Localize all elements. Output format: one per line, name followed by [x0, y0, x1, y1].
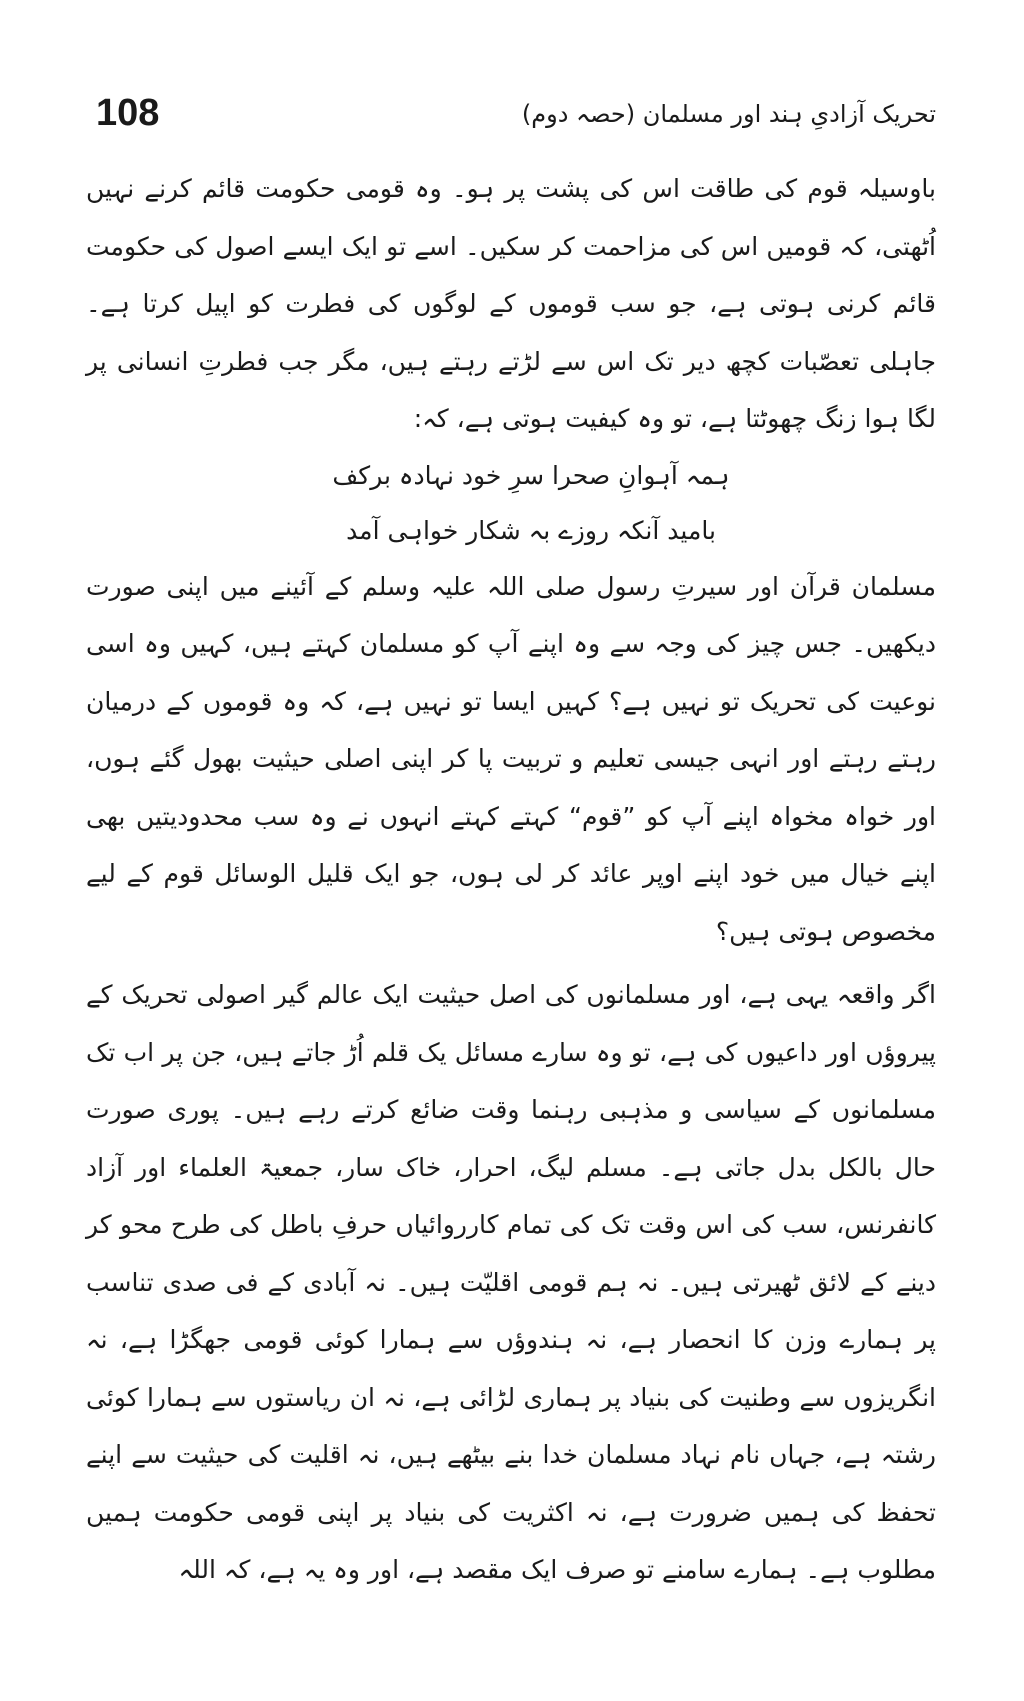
- paragraph-2: مسلمان قرآن اور سیرتِ رسول صلی اللہ علیہ وسلم کے آئینے میں اپنی صورت دیکھیں۔ جس چیز کی وجہ سے وہ اپنے آپ کو مسلمان کہتے ہیں، کہیں وہ اسی نوعیت کی تحریک تو نہیں ہے؟ کہیں ایسا تو نہیں ہے، کہ وہ قوموں کے درمیان رہتے رہتے اور انہی جیسی تعلیم و تربیت پا کر اپنی اصلی حیثیت بھول گئے ہوں، اور خواہ مخواہ اپنے آپ کو ”قوم“ کہتے کہتے انہوں نے وہ سب محدودیتیں بھی اپنے خیال میں خود اپنے اوپر عائد کر لی ہوں، جو ایک قلیل الوسائل قوم کے لیے مخصوص ہوتی ہیں؟: [86, 571, 936, 946]
- persian-verse-line-2: بامید آنکہ روزے بہ شکار خواہی آمد: [346, 515, 716, 545]
- page-body: [86, 160, 936, 1599]
- running-head: تحریک آزادیِ ہند اور مسلمان (حصہ دوم): [521, 100, 936, 128]
- paragraph-1: باوسیلہ قوم کی طاقت اس کی پشت پر ہو۔ وہ قومی حکومت قائم کرنے نہیں اُٹھتی، کہ قومیں اس کی مزاحمت کر سکیں۔ اسے تو ایک ایسے اصول کی حکومت قائم کرنی ہوتی ہے، جو سب قوموں کے لوگوں کی فطرت کو اپیل کرتا ہے۔ جاہلی تعصّبات کچھ دیر تک اس سے لڑتے رہتے ہیں، مگر جب فطرتِ انسانی پر لگا ہوا زنگ چھوٹتا ہے، تو وہ کیفیت ہوتی ہے، کہ:: [86, 174, 936, 433]
- page-number: 108: [96, 92, 160, 134]
- persian-verse-line-1: ہمہ آہوانِ صحرا سرِ خود نہادہ برکف: [332, 460, 730, 490]
- paragraph-3: اگر واقعہ یہی ہے، اور مسلمانوں کی اصل حیثیت ایک عالم گیر اصولی تحریک کے پیروؤں اور داعیوں کی ہے، تو وہ سارے مسائل یک قلم اُڑ جاتے ہیں، جن پر اب تک مسلمانوں کے سیاسی و مذہبی رہنما وقت ضائع کرتے رہے ہیں۔ پوری صورت حال بالکل بدل جاتی ہے۔ مسلم لیگ، احرار، خاک سار، جمعیۃ العلماء اور آزاد کانفرنس، سب کی اس وقت تک کی تمام کارروائیاں حرفِ باطل کی طرح محو کر دینے کے لائق ٹھیرتی ہیں۔ نہ ہم قومی اقلیّت ہیں۔ نہ آبادی کے فی صدی تناسب پر ہمارے وزن کا انحصار ہے، نہ ہندوؤں سے ہمارا کوئی قومی جھگڑا ہے، نہ انگریزوں سے وطنیت کی بنیاد پر ہماری لڑائی ہے، نہ ان ریاستوں سے ہمارا کوئی رشتہ ہے، جہاں نام نہاد مسلمان خدا بنے بیٹھے ہیں، نہ اقلیت کی حیثیت سے اپنے تحفظ کی ہمیں ضرورت ہے، نہ اکثریت کی بنیاد پر اپنی قومی حکومت ہمیں مطلوب ہے۔ ہمارے سامنے تو صرف ایک مقصد ہے، اور وہ یہ ہے، کہ اللہ: [86, 980, 936, 1584]
